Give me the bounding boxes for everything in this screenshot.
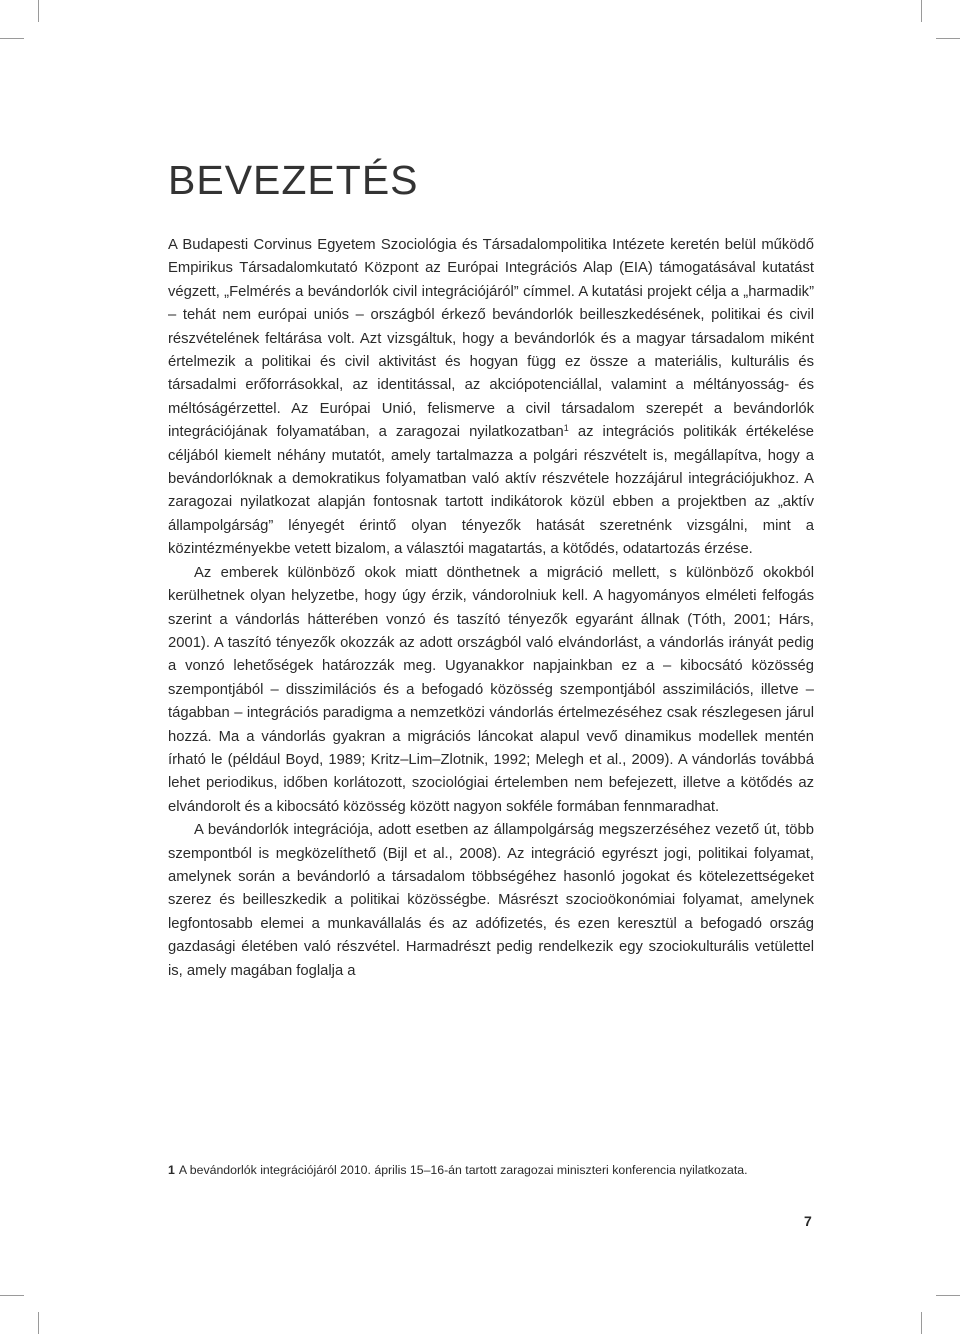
footnote bbox=[168, 1161, 828, 1179]
paragraph-2: Az emberek különböző okok miatt dönthetnek a migráció mellett, s különböző okokból kerülhetnek olyan helyzetbe, hogy úgy érzik, vándorolniuk kell. A hagyományos elméleti felfogás szerint a vándorlás hátterében vonzó és taszító tényezők egyaránt állnak (Tóth, 2001; Hárs, 2001). A taszító tényezők okozzák az adott országból való elvándorlást, a vándorlás irányát pedig a vonzó lehetőségek határozzák meg. Ugyanakkor napjainkban ez a – kibocsátó közösség szempontjából – disszimilációs és a befogadó közösség szempontjából asszimilációs, illetve – tágabban – integrációs paradigma a nemzetközi vándorlás értelmezéséhez csak részlegesen járul hozzá. Ma a vándorlás gyakran a migrációs láncokat alapul vevő dinamikus modellek mentén írható le (például Boyd, 1989; Kritz–Lim–Zlotnik, 1992; Melegh et al., 2009). A vándorlás továbbá lehet periodikus, időben korlátozott, szociológiai értelemben nem befejezett, illetve a kötődés az elvándorolt és a kibocsátó közösség között nagyon sokféle formában fennmaradhat. bbox=[168, 564, 814, 815]
paragraph-1-text: A Budapesti Corvinus Egyetem Szociológia és Társadalompolitika Intézete keretén belül működő Empirikus Társadalomkutató Központ az Európai Integrációs Alap (EIA) támogatásával kutatást végzett, „Felmérés a bevándorlók civil integrációjáról” címmel. A kutatási projekt célja a „harmadik” – tehát nem európai uniós – országból érkező bevándorlók beilleszkedésének, politikai és civil részvételének feltárása volt. Azt vizsgáltuk, hogy a bevándorlók és a magyar társadalom miként értelmezik a politikai és civil aktivitást és hogyan függ ez össze a materiális, kulturális és társadalmi erőforrásokkal, az identitással, az akciópotenciállal, valamint a méltányosság- és méltóságérzettel. Az Európai Unió, felismerve a civil társadalom szerepét a bevándorlók integrációjának folyamatában, a zaragozai nyilatkozatban bbox=[168, 237, 814, 441]
crop-mark-bottom-left-horizontal bbox=[0, 1295, 24, 1296]
page-number: 7 bbox=[804, 1213, 812, 1229]
paragraph-3: A bevándorlók integrációja, adott esetben az állampolgárság megszerzéséhez vezető út, több szempontból is megközelíthető (Bijl et al., 2008). Az integráció egyrészt jogi, politikai folyamat, amelynek során a bevándorló a társadalom többségéhez hasonló jogokat és kötelezettségeket szerez és beilleszkedik a politikai közösségbe. Másrészt szocioökonómiai folyamat, amelynek legfontosabb elemei a munkavállalás és az adófizetés, és ezen keresztül a befogadó ország gazdasági életében való részvétel. Harmadrészt pedig rendelkezik egy szociokulturális vetülettel is, amely magában foglalja a bbox=[168, 822, 814, 979]
crop-mark-top-right-vertical bbox=[921, 0, 922, 22]
crop-mark-bottom-left-vertical bbox=[38, 1312, 39, 1334]
crop-mark-top-left-vertical bbox=[38, 0, 39, 22]
paragraph-1 bbox=[168, 234, 814, 562]
crop-mark-top-left-horizontal bbox=[0, 38, 24, 39]
footnote-reference[interactable]: 1 bbox=[563, 423, 569, 434]
crop-mark-bottom-right-horizontal bbox=[936, 1295, 960, 1296]
crop-mark-bottom-right-vertical bbox=[921, 1312, 922, 1334]
paragraph-1-text-continued: az integrációs politikák értékelése céljából kiemelt néhány mutatót, amely tartalmazza a polgári részvételt is, megállapítva, hogy a bevándorlóknak a demokratikus folyamatban való aktív részvétele hozzájárul integrációjukhoz. A zaragozai nyilatkozat alapján fontosnak tartott indikátorok közül ebben a projektben az „aktív állampolgárság” lényegét érintő olyan tényezők hatását szeretnénk vizsgálni, mint a közintézményekbe vetett bizalom, a választói magatartás, a kötődés, odatartozás érzése. bbox=[168, 424, 814, 558]
footnote-number: 1 bbox=[168, 1163, 175, 1177]
body-text bbox=[168, 234, 814, 983]
crop-mark-top-right-horizontal bbox=[936, 38, 960, 39]
footnote-text: A bevándorlók integrációjáról 2010. április 15–16-án tartott zaragozai miniszteri konferencia nyilatkozata. bbox=[178, 1163, 748, 1177]
page-title: BEVEZETÉS bbox=[168, 157, 419, 203]
